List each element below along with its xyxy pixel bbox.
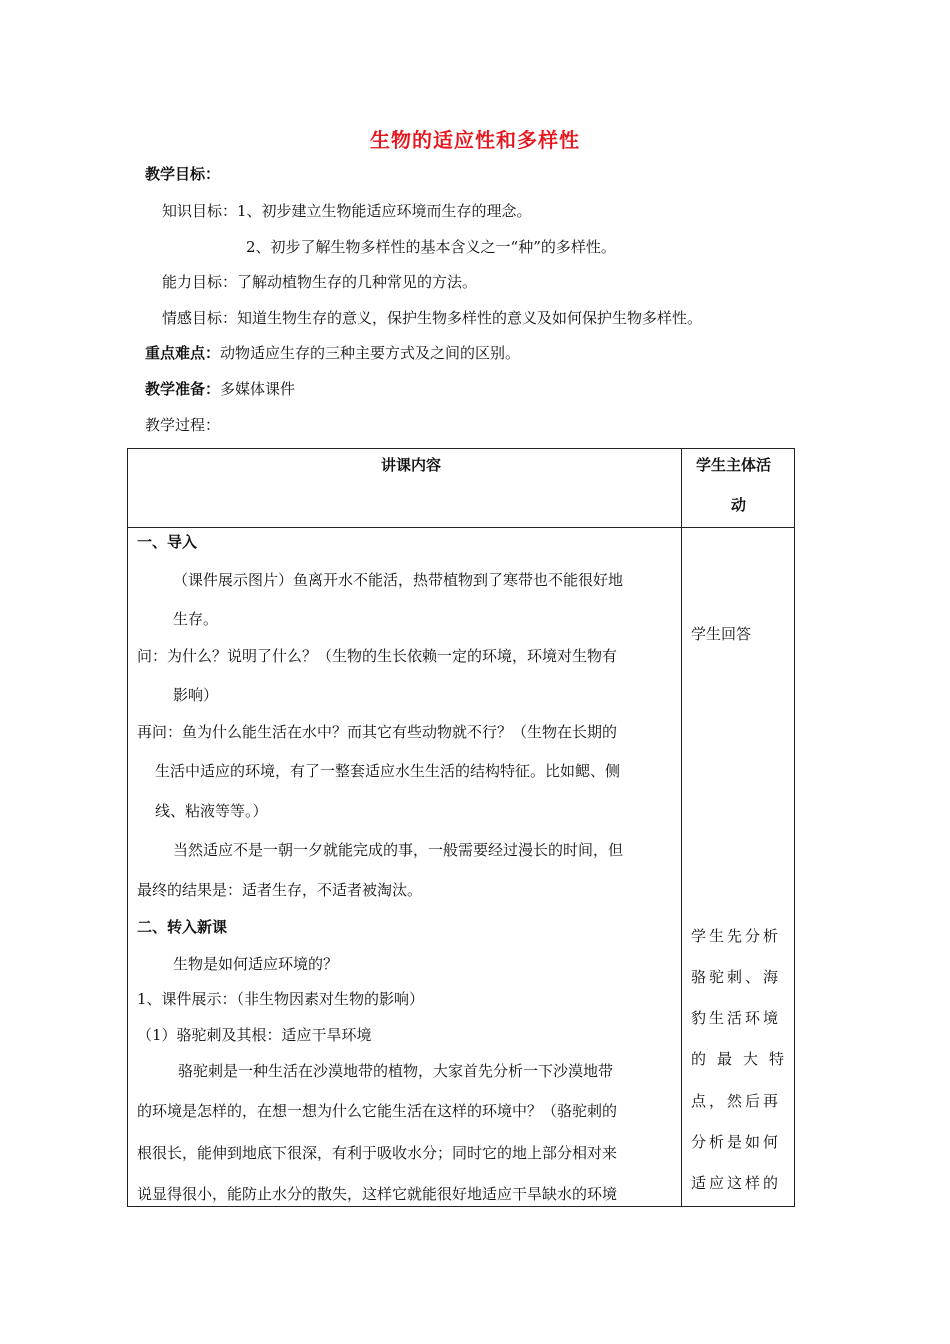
- lecture-line: 生物是如何适应环境的？: [173, 955, 339, 973]
- key-point-label: 重点难点：: [145, 344, 221, 362]
- key-point-text: 动物适应生存的三种主要方式及之间的区别。: [220, 344, 521, 362]
- lecture-line: 再问：鱼为什么能生活在水中？而其它有些动物就不行？（生物在长期的: [137, 723, 618, 741]
- process-heading: 教学过程：: [145, 416, 221, 434]
- key-point: [145, 343, 520, 363]
- column-divider: [681, 449, 682, 1206]
- lecture-line: 的环境是怎样的，在想一想为什么它能生活在这样的环境中？（骆驼刺的: [137, 1102, 618, 1120]
- lecture-line: 最终的结果是：适者生存，不适者被淘汰。: [137, 881, 423, 899]
- emotion-objective: 情感目标：知道生物生存的意义，保护生物多样性的意义及如何保护生物多样性。: [162, 309, 703, 327]
- preparation: [145, 379, 295, 399]
- lesson-table: [127, 448, 795, 1207]
- student-activity-line: 适应这样的: [691, 1174, 782, 1192]
- lecture-line: 线、粘液等等。）: [155, 802, 268, 820]
- preparation-label: 教学准备：: [145, 380, 221, 398]
- student-activity-line: 学生先分析: [691, 927, 782, 945]
- document-title: 生物的适应性和多样性: [370, 128, 580, 152]
- lecture-line: 问：为什么？说明了什么？（生物的生长依赖一定的环境，环境对生物有: [137, 647, 618, 665]
- lecture-line: 当然适应不是一朝一夕就能完成的事，一般需要经过漫长的时间，但: [173, 841, 624, 859]
- section-intro-heading: 一、导入: [137, 533, 198, 551]
- preparation-text: 多媒体课件: [220, 380, 296, 398]
- knowledge-objective-1: 知识目标：1、初步建立生物能适应环境而生存的理念。: [162, 202, 532, 220]
- lecture-line: （1）骆驼刺及其根：适应干旱环境: [137, 1026, 372, 1044]
- lecture-line: 说显得很小，能防止水分的散失，这样它就能很好地适应干旱缺水的环境: [137, 1185, 618, 1203]
- header-student-activity-2: 动: [731, 496, 747, 514]
- student-activity-line: 分析是如何: [691, 1133, 782, 1151]
- lecture-line: 根很长，能伸到地底下很深，有利于吸收水分；同时它的地上部分相对来: [137, 1144, 618, 1162]
- lecture-line: 影响）: [173, 686, 219, 704]
- lecture-line: （课件展示图片）鱼离开水不能活，热带植物到了寒带也不能很好地: [173, 571, 624, 589]
- header-lecture-content: 讲课内容: [381, 456, 442, 474]
- objectives-heading: 教学目标：: [145, 165, 221, 183]
- lecture-line: 生存。: [173, 610, 219, 628]
- knowledge-objective-2: 2、初步了解生物多样性的基本含义之一“种”的多样性。: [246, 238, 616, 256]
- header-divider: [128, 527, 794, 528]
- student-activity-answer: 学生回答: [691, 625, 752, 643]
- lecture-line: 骆驼刺是一种生活在沙漠地带的植物，大家首先分析一下沙漠地带: [178, 1062, 614, 1080]
- student-activity-line: 骆驼刺、海: [691, 968, 782, 986]
- student-activity-line: 点，然后再: [691, 1092, 782, 1110]
- ability-objective: 能力目标：了解动植物生存的几种常见的方法。: [162, 273, 478, 291]
- lecture-line: 生活中适应的环境，有了一整套适应水生生活的结构特征。比如鳃、侧: [155, 762, 621, 780]
- header-student-activity-1: 学生主体活: [696, 456, 772, 474]
- student-activity-line: 豹生活环境: [691, 1009, 782, 1027]
- lecture-line: 1、课件展示：（非生物因素对生物的影响）: [137, 990, 425, 1008]
- section-new-lesson-heading: 二、转入新课: [137, 918, 228, 936]
- student-activity-line: 的最大特: [691, 1050, 796, 1068]
